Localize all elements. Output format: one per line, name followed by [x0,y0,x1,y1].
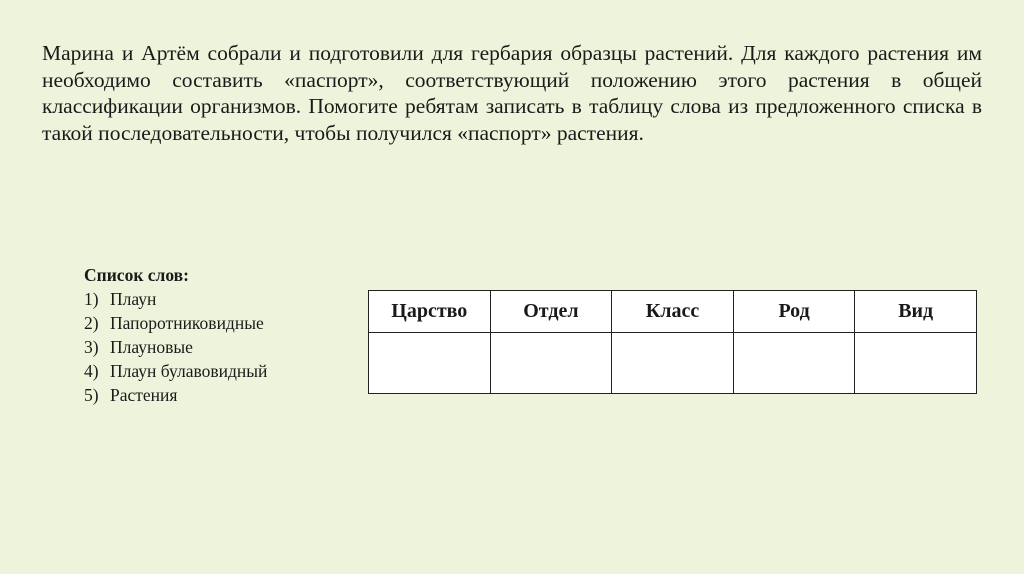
list-item [84,383,354,407]
list-item [84,359,354,383]
list-item-label: Плаун булавовидный [110,361,268,381]
table-row [369,333,977,394]
cell-kingdom[interactable] [369,333,491,394]
list-item-label: Плаун [110,289,157,309]
list-item [84,311,354,335]
word-list [84,263,354,407]
list-item-label: Плауновые [110,337,193,357]
word-list-title: Список слов: [84,265,189,285]
task-description: Марина и Артём собрали и подготовили для гербария образцы растений. Для каждого растения им необходимо составить «паспорт», соответствующий положению этого растения в общей классификации организмов. Помогите ребятам записать в таблицу слова из предложенного списка в такой последовательности, чтобы получился «паспорт» растения. [42,41,982,145]
cell-class[interactable] [612,333,734,394]
list-item-number: 3) [84,337,99,357]
list-item [84,287,354,311]
header-species: Вид [855,291,977,333]
cell-species[interactable] [855,333,977,394]
list-item-label: Растения [110,385,178,405]
word-list-items [84,287,354,407]
header-genus: Род [733,291,855,333]
list-item-number: 2) [84,313,99,333]
cell-genus[interactable] [733,333,855,394]
cell-division[interactable] [490,333,612,394]
list-item-number: 1) [84,289,99,309]
header-division: Отдел [490,291,612,333]
header-class: Класс [612,291,734,333]
list-item-number: 4) [84,361,99,381]
list-item-number: 5) [84,385,99,405]
header-kingdom: Царство [369,291,491,333]
passport-table [368,290,977,394]
list-item-label: Папоротниковидные [110,313,264,333]
table-header-row [369,291,977,333]
list-item [84,335,354,359]
